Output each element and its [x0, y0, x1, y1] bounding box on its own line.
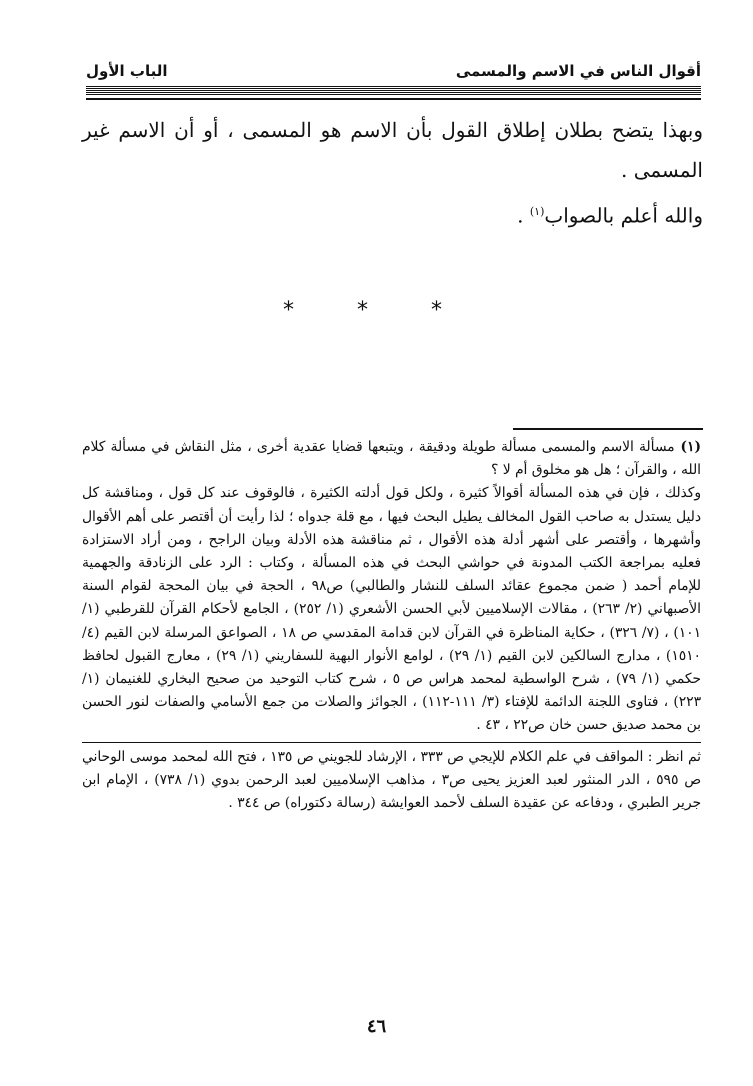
footnote-paragraph: ثم انظر : المواقف في علم الكلام للإيجي ص ٣٣٣ ، الإرشاد للجويني ص ١٣٥ ، فتح الله لمحمد موسى الوحاني ص ٥٩٥ ، الدر المنثور لعبد العزيز يحيى ص٣ ، مذاهب الإسلاميين لعبد الرحمن بدوي (١/ ٧٣٨) ، الإمام ابن جرير الطبري ، ودفاعه عن عقيدة السلف لأحمد العوايشة (رسالة دكتوراه) ص ٣٤٤ . — [82, 748, 701, 812]
footnotes — [82, 436, 701, 815]
footnote-rule — [513, 428, 703, 430]
section-separator: * * * — [283, 298, 470, 323]
footnote-divider — [82, 742, 701, 743]
page-number: ٤٦ — [366, 1016, 387, 1037]
closing-line — [82, 192, 703, 236]
header-rule-thin — [86, 98, 701, 100]
body-paragraph: وبهذا يتضح بطلان إطلاق القول بأن الاسم هو المسمى ، أو أن الاسم غير المسمى . — [82, 118, 703, 182]
footnote-paragraph: مسألة الاسم والمسمى مسألة طويلة ودقيقة ، ويتبعها قضايا عقدية أخرى ، مثل النقاش في مسألة كلام الله ، والقرآن ؛ هل هو مخلوق أم لا ؟ — [82, 439, 701, 479]
running-header — [86, 58, 701, 82]
footnote-number: (١) — [680, 439, 701, 455]
chapter-title: الباب الأول — [86, 62, 168, 80]
footnote-1 — [82, 436, 701, 815]
main-text — [82, 110, 703, 236]
closing-period: . — [517, 203, 530, 228]
closing-text: والله أعلم بالصواب — [544, 203, 703, 228]
footnote-ref[interactable]: (١) — [529, 205, 545, 218]
footnote-paragraph: وكذلك ، فإن في هذه المسألة أقوالاً كثيرة ، ولكل قول أدلته الكثيرة ، فالوقوف عند كل قول ، ومناقشة كل دليل يستدل به صاحب القول المخالف يطيل البحث فيها ، مع قلة جدواه ؛ لذا رأيت أن أقتصر على أهم الأقوال وأشهرها ، وأقتصر على أشهر أدلة هذه الأقوال ، ثم مناقشة هذه الأدلة وبيان الراجح ، ومن أراد الاستزادة فعليه بمراجعة الكتب المدونة في حواشي البحث في هذه المسألة ، وكتاب : الرد على الزنادقة والجهمية للإمام أحمد ( ضمن مجموع عقائد السلف للنشار والطالبي) ص٩٨ ، الحجة في بيان المحجة لقوام السنة الأصبهاني (٢/ ٢٦٣) ، مقالات الإسلاميين لأبي الحسن الأشعري (١/ ٢٥٢) ، الجامع لأحكام القرآن للقرطبي (١/ ١٠١) ، (٧/ ٣٢٦) ، حكاية المناظرة في القرآن لابن قدامة المقدسي ص ١٨ ، الصواعق المرسلة لابن القيم (٤/ ١٥١٠) ، مدارج السالكين لابن القيم (١/ ٢٩) ، لوامع الأنوار البهية للسفاريني (١/ ٢٩) ، معارج القبول لحافظ حكمي (١/ ٧٩) ، شرح الواسطية لمحمد هراس ص ٥ ، شرح كتاب التوحيد من صحيح البخاري للغنيمان (١/ ٢٢٣) ، فتاوى اللجنة الدائمة للإفتاء (٣/ ١١١-١١٢) ، الجوائز والصلات من جمع الأسامي والصفات لنور الحسن بن محمد صديق حسن خان ص٢٢ ، ٤٣ . — [82, 485, 701, 734]
chapter-topic-title: أقوال الناس في الاسم والمسمى — [455, 62, 701, 80]
header-rule — [86, 86, 701, 96]
